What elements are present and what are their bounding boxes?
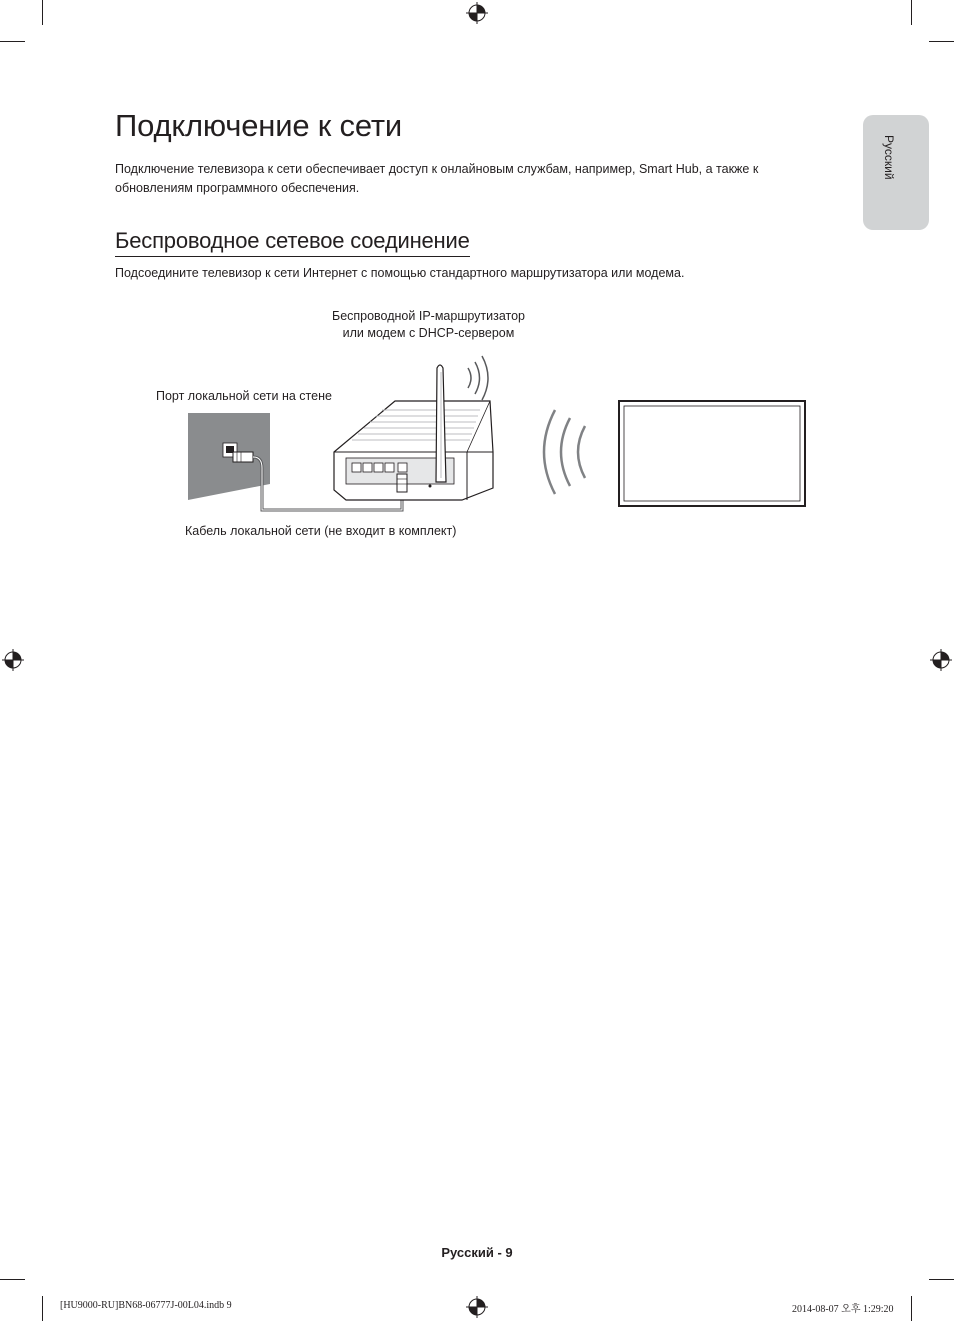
print-slug-datetime: 2014-08-07 오후 1:29:20 xyxy=(792,1304,894,1315)
crop-mark xyxy=(911,1296,912,1321)
section-title: Беспроводное сетевое соединение xyxy=(115,228,470,257)
router-label-line1: Беспроводной IP-маршрутизатор xyxy=(331,309,526,323)
intro-paragraph: Подключение телевизора к сети обеспечивает доступ к онлайновым службам, например, Smart Hub, а также к обновлениям программного обеспечения. xyxy=(115,162,759,195)
print-slug-file: [HU9000-RU]BN68-06777J-00L04.indb 9 xyxy=(60,1300,232,1311)
section-text: Подсоедините телевизор к сети Интернет с помощью стандартного маршрутизатора или модема. xyxy=(115,266,685,280)
tv-screen xyxy=(619,401,805,506)
router-lan-ports xyxy=(352,463,407,472)
crop-mark xyxy=(929,1279,954,1280)
router-lan-plug-icon xyxy=(397,474,407,492)
wall-lan-plug-icon xyxy=(233,452,253,462)
crop-mark xyxy=(0,1279,25,1280)
language-tab-label: Русский xyxy=(882,135,896,180)
registration-mark-icon xyxy=(930,649,952,671)
cable-label: Кабель локальной сети (не входит в комплект) xyxy=(185,524,457,538)
wall-port-label: Порт локальной сети на стене xyxy=(156,389,332,403)
network-diagram xyxy=(0,0,954,560)
tv-wifi-waves-icon xyxy=(544,410,585,494)
router-label-line2: или модем с DHCP-сервером xyxy=(342,326,515,340)
router-wifi-waves-icon xyxy=(468,356,488,400)
registration-mark-icon xyxy=(2,649,24,671)
page-title: Подключение к сети xyxy=(115,108,402,143)
page-number: Русский - 9 xyxy=(441,1245,513,1260)
registration-mark-icon xyxy=(466,1296,488,1318)
crop-mark xyxy=(42,1296,43,1321)
